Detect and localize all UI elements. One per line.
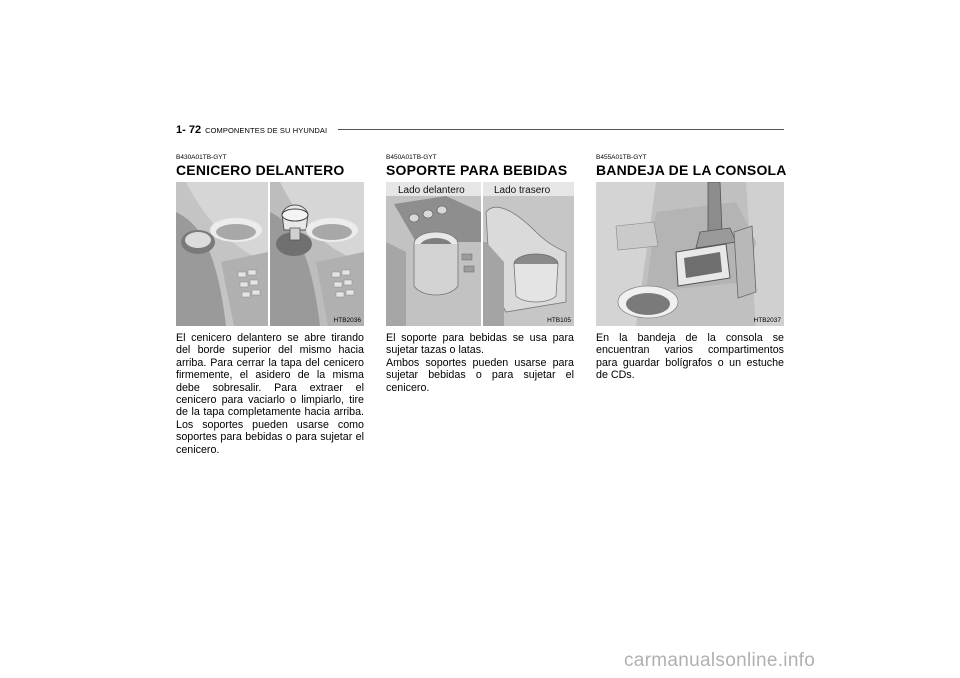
page-header: [176, 124, 327, 136]
column-cup-holder: [386, 154, 574, 394]
figure-console-tray: [596, 182, 784, 326]
figure-code: HTB105: [547, 317, 571, 324]
watermark-text: carmanualsonline.info: [624, 650, 816, 671]
body-paragraph: En la bandeja de la consola se encuentran varios compartimentos para guardar bolígrafos o un estuche de CDs.: [596, 332, 784, 382]
column-console-tray: [596, 154, 787, 382]
section-heading: CENICERO DELANTERO: [176, 162, 345, 178]
page-number: 1- 72: [176, 124, 202, 136]
section-code: B450A01TB-GYT: [386, 154, 437, 161]
figure-code: HTB2037: [753, 317, 781, 324]
body-paragraph: El soporte para bebidas se usa para sujetar tazas o latas.: [386, 332, 574, 357]
figure-ashtray: [176, 182, 364, 326]
section-heading: BANDEJA DE LA CONSOLA: [596, 162, 787, 178]
label-rear-side: Lado trasero: [494, 185, 551, 196]
console-tray-illustration: [596, 182, 784, 326]
section-title: COMPONENTES DE SU HYUNDAI: [205, 126, 328, 135]
section-code: B430A01TB-GYT: [176, 154, 227, 161]
figure-code: HTB2036: [333, 317, 361, 324]
column-ashtray: [176, 154, 364, 456]
ashtray-illustration: [176, 182, 364, 326]
body-paragraph: El cenicero delantero se abre tirando del borde superior del mismo hacia arriba. Para cerrar la tapa del cenicero firmemente, el asidero de la misma debe sobresalir. Para extraer el cenicero para vaciarlo o limpiarlo, tire de la tapa completamente hacia arriba. Los soportes pueden usarse como soportes para bebidas o para sujetar el cenicero.: [176, 332, 364, 456]
cup-holder-illustration: [386, 182, 574, 326]
header-rule: [338, 129, 784, 130]
section-code: B455A01TB-GYT: [596, 154, 647, 161]
section-heading: SOPORTE PARA BEBIDAS: [386, 162, 568, 178]
label-front-side: Lado delantero: [398, 185, 465, 196]
body-paragraph: Ambos soportes pueden usarse para sujetar bebidas o para sujetar el cenicero.: [386, 356, 574, 394]
figure-cup-holder: [386, 182, 574, 326]
